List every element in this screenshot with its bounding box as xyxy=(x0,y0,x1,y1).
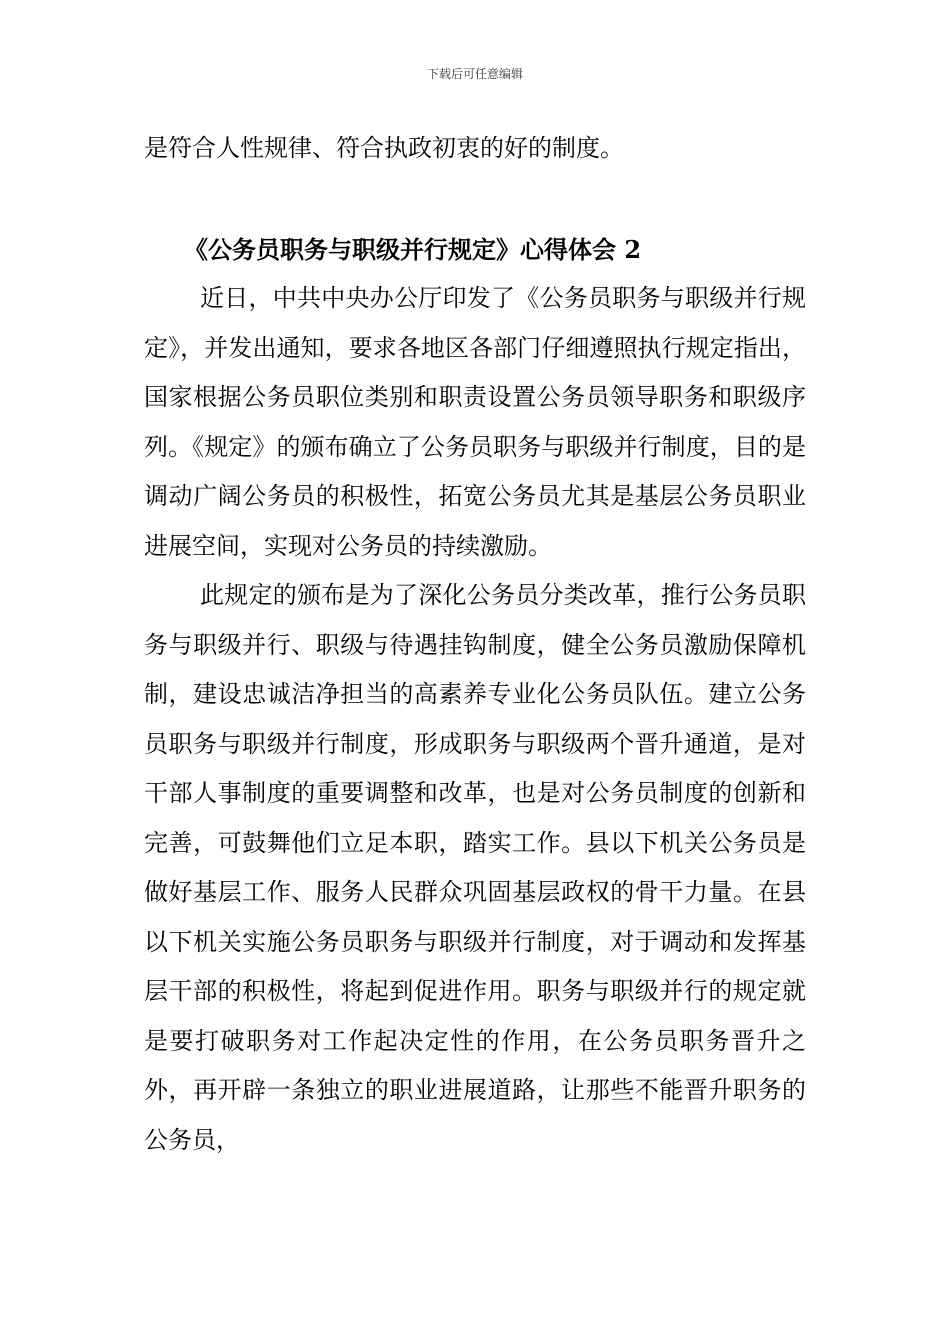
body-paragraph-2: 此规定的颁布是为了深化公务员分类改革，推行公务员职务与职级并行、职级与待遇挂钩制度，健全公务员激励保障机制，建设忠诚洁净担当的高素养专业化公务员队伍。建立公务员职务与职级并行制度，形成职务与职级两个晋升通道，是对干部人事制度的重要调整和改革，也是对公务员制度的创新和完善，可鼓舞他们立足本职，踏实工作。县以下机关公务员是做好基层工作、服务人民群众巩固基层政权的骨干力量。在县以下机关实施公务员职务与职级并行制度，对于调动和发挥基层干部的积极性，将起到促进作用。职务与职级并行的规定就是要打破职务对工作起决定性的作用，在公务员职务晋升之外，再开辟一条独立的职业进展道路，让那些不能晋升职务的公务员， xyxy=(144,581,806,1154)
document-body xyxy=(144,124,806,1165)
continuation-paragraph: 是符合人性规律、符合执政初衷的好的制度。 xyxy=(144,134,624,162)
body-paragraph-1: 近日，中共中央办公厅印发了《公务员职务与职级并行规定》，并发出通知，要求各地区各部门仔细遵照执行规定指出，国家根据公务员职位类别和职责设置公务员领导职务和职级序列。《规定》的颁布确立了公务员职务与职级并行制度，目的是调动广阔公务员的积极性，拓宽公务员尤其是基层公务员职业进展空间，实现对公务员的持续激励。 xyxy=(144,284,806,560)
section-heading: 《公务员职务与职级并行规定》心得体会 2 xyxy=(184,234,642,264)
page-header: 下载后可任意编辑 xyxy=(426,67,523,81)
